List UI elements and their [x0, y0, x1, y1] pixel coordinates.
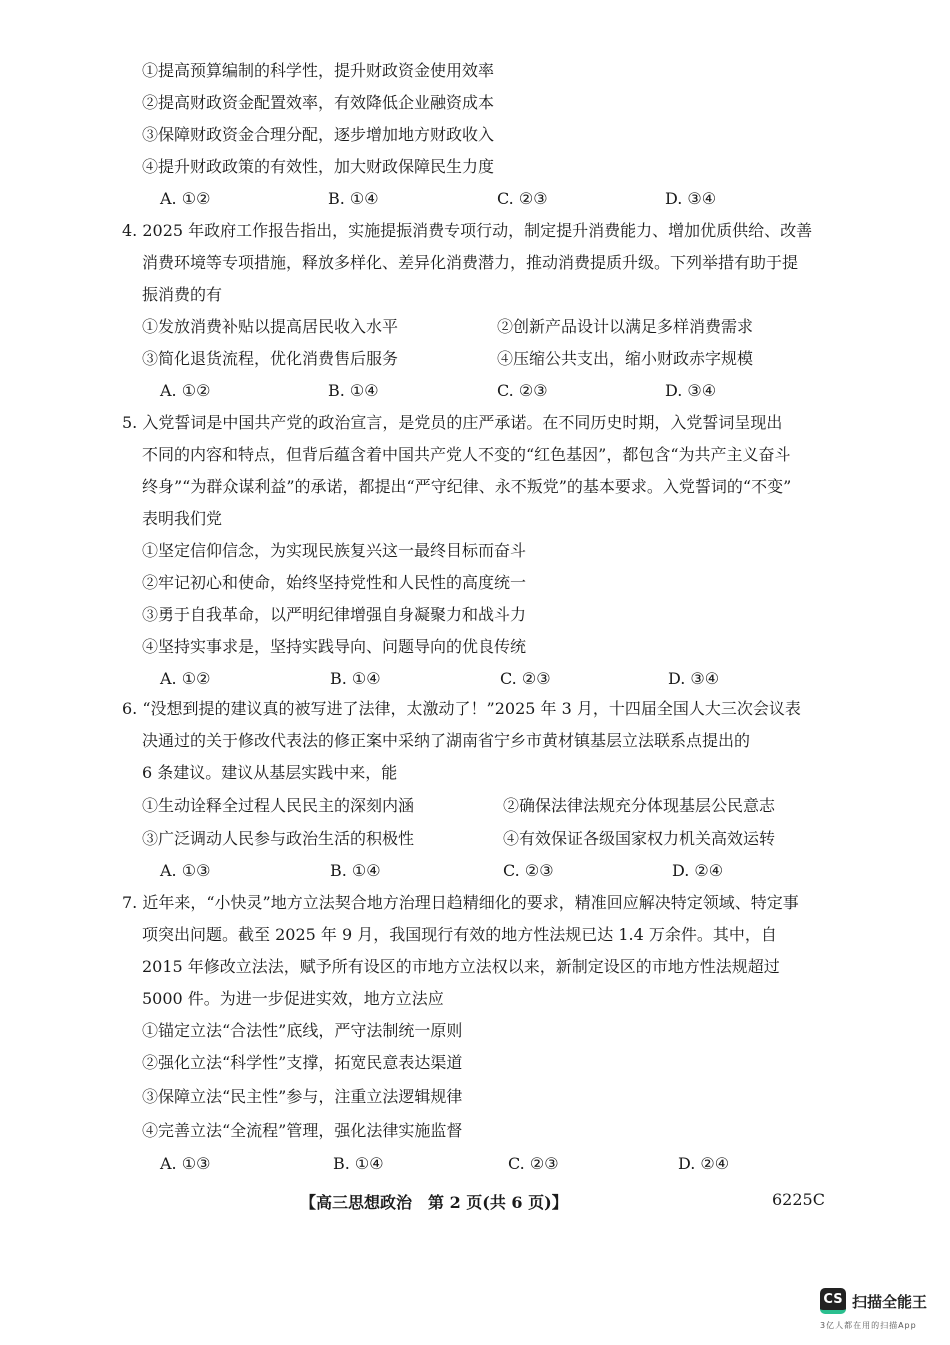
q4-item: ②创新产品设计以满足多样消费需求 [497, 317, 754, 336]
q3-item: ②提高财政资金配置效率，有效降低企业融资成本 [142, 93, 495, 112]
q5-stem: 终身”“为群众谋利益”的承诺，都提出“严守纪律、永不叛党”的基本要求。入党誓词的“不变” [142, 477, 792, 496]
q6-item: ③广泛调动人民参与政治生活的积极性 [142, 829, 415, 848]
q6-item: ④有效保证各级国家权力机关高效运转 [503, 829, 776, 848]
q5-option-a: A. ①② [160, 669, 211, 688]
watermark-brand: 扫描全能王 [852, 1292, 928, 1311]
q3-item: ①提高预算编制的科学性，提升财政资金使用效率 [142, 61, 495, 80]
paper-code: 6225C [772, 1190, 825, 1209]
q6-option-c: C. ②③ [503, 861, 554, 880]
q7-stem: 7. 近年来，“小快灵”地方立法契合地方治理日趋精细化的要求，精准回应解决特定领域、特定事 [122, 893, 799, 912]
q7-item: ③保障立法“民主性”参与，注重立法逻辑规律 [142, 1087, 463, 1106]
page-footer: 【高三思想政治 第 2 页(共 6 页)】 [300, 1193, 568, 1212]
q7-stem: 5000 件。为进一步促进实效，地方立法应 [142, 989, 444, 1008]
q5-stem: 5. 入党誓词是中国共产党的政治宣言，是党员的庄严承诺。在不同历史时期，入党誓词呈现出 [122, 413, 783, 432]
q3-option-a: A. ①② [160, 189, 211, 208]
q5-option-c: C. ②③ [500, 669, 551, 688]
q4-option-d: D. ③④ [665, 381, 717, 400]
q7-stem: 2015 年修改立法法，赋予所有设区的市地方立法权以来，新制定设区的市地方性法规超过 [142, 957, 780, 976]
q6-option-b: B. ①④ [330, 861, 381, 880]
q4-option-a: A. ①② [160, 381, 211, 400]
q7-stem: 项突出问题。截至 2025 年 9 月，我国现行有效的地方性法规已达 1.4 万余件。其中，自 [142, 925, 777, 944]
q3-option-c: C. ②③ [497, 189, 548, 208]
q5-option-d: D. ③④ [668, 669, 720, 688]
q5-item: ②牢记初心和使命，始终坚持党性和人民性的高度统一 [142, 573, 527, 592]
q6-stem: 6 条建议。建议从基层实践中来，能 [142, 763, 398, 782]
q7-item: ②强化立法“科学性”支撑，拓宽民意表达渠道 [142, 1053, 463, 1072]
q7-item: ①锚定立法“合法性”底线，严守法制统一原则 [142, 1021, 463, 1040]
q4-option-b: B. ①④ [328, 381, 379, 400]
q6-option-a: A. ①③ [160, 861, 211, 880]
q4-item: ④压缩公共支出，缩小财政赤字规模 [497, 349, 754, 368]
q4-item: ①发放消费补贴以提高居民收入水平 [142, 317, 399, 336]
q3-item: ③保障财政资金合理分配，逐步增加地方财政收入 [142, 125, 495, 144]
q5-item: ③勇于自我革命，以严明纪律增强自身凝聚力和战斗力 [142, 605, 527, 624]
q6-item: ①生动诠释全过程人民民主的深刻内涵 [142, 796, 415, 815]
q3-item: ④提升财政政策的有效性，加大财政保障民生力度 [142, 157, 495, 176]
q6-stem: 6. “没想到提的建议真的被写进了法律，太激动了！”2025 年 3 月，十四届全国人大三次会议表 [122, 699, 801, 718]
q4-item: ③简化退货流程，优化消费售后服务 [142, 349, 399, 368]
q6-stem: 决通过的关于修改代表法的修正案中采纳了湖南省宁乡市黄材镇基层立法联系点提出的 [142, 731, 751, 750]
q7-item: ④完善立法“全流程”管理，强化法律实施监督 [142, 1121, 463, 1140]
q7-option-a: A. ①③ [160, 1154, 211, 1173]
q4-option-c: C. ②③ [497, 381, 548, 400]
q4-stem: 4. 2025 年政府工作报告指出，实施提振消费专项行动，制定提升消费能力、增加优质供给、改善 [122, 221, 813, 240]
q3-option-b: B. ①④ [328, 189, 379, 208]
camscanner-logo-icon: CS [820, 1288, 846, 1314]
q6-item: ②确保法律法规充分体现基层公民意志 [503, 796, 776, 815]
q5-stem: 表明我们党 [142, 509, 223, 528]
scanner-watermark [820, 1288, 927, 1314]
q7-option-b: B. ①④ [333, 1154, 384, 1173]
q7-option-c: C. ②③ [508, 1154, 559, 1173]
q5-item: ④坚持实事求是，坚持实践导向、问题导向的优良传统 [142, 637, 527, 656]
q4-stem: 消费环境等专项措施，释放多样化、差异化消费潜力，推动消费提质升级。下列举措有助于提 [142, 253, 799, 272]
q6-option-d: D. ②④ [672, 861, 724, 880]
q7-option-d: D. ②④ [678, 1154, 730, 1173]
q5-stem: 不同的内容和特点，但背后蕴含着中国共产党人不变的“红色基因”，都包含“为共产主义奋斗 [142, 445, 791, 464]
q4-stem: 振消费的有 [142, 285, 223, 304]
q5-option-b: B. ①④ [330, 669, 381, 688]
q3-option-d: D. ③④ [665, 189, 717, 208]
watermark-slogan: 3亿人都在用的扫描App [820, 1321, 917, 1330]
q5-item: ①坚定信仰信念，为实现民族复兴这一最终目标而奋斗 [142, 541, 527, 560]
